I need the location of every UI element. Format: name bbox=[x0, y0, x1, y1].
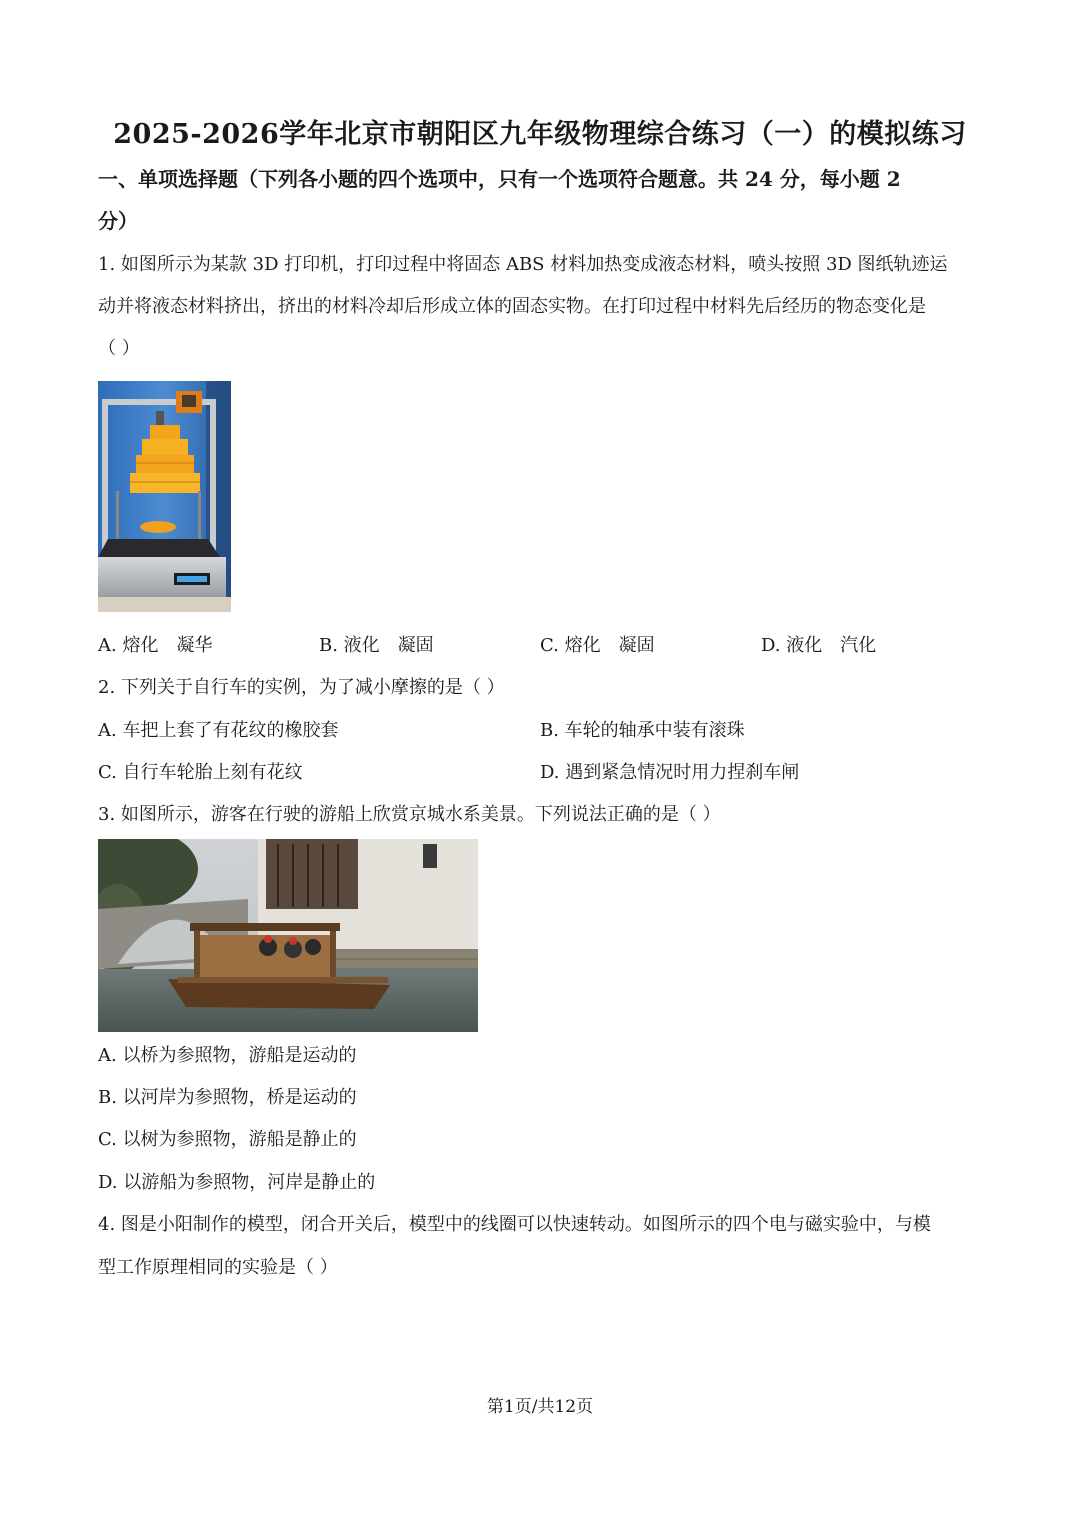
3d-printer-image bbox=[98, 381, 231, 612]
q2-option-d: D. 遇到紧急情况时用力捏刹车闸 bbox=[540, 762, 800, 783]
q1-option-a: A. 熔化 凝华 bbox=[98, 635, 213, 656]
page-title: 2025-2026学年北京市朝阳区九年级物理综合练习（一）的模拟练习 bbox=[113, 119, 967, 150]
q3-option-a: A. 以桥为参照物，游船是运动的 bbox=[98, 1045, 357, 1066]
q2-option-b: B. 车轮的轴承中装有滚珠 bbox=[540, 720, 745, 741]
q1-option-c: C. 熔化 凝固 bbox=[540, 635, 655, 656]
q1-stem-line2: 动并将液态材料挤出，挤出的材料冷却后形成立体的固态实物。在打印过程中材料先后经历的物态变化是 bbox=[98, 296, 926, 317]
canal-boat-image bbox=[98, 839, 478, 1032]
q3-stem: 3. 如图所示，游客在行驶的游船上欣赏京城水系美景。下列说法正确的是（ ） bbox=[98, 804, 721, 825]
q1-option-b: B. 液化 凝固 bbox=[319, 635, 434, 656]
q1-stem-line3: （ ） bbox=[98, 338, 140, 359]
q1-stem-line1: 1. 如图所示为某款 3D 打印机，打印过程中将固态 ABS 材料加热变成液态材料，喷头按照 3D 图纸轨迹运 bbox=[98, 254, 948, 275]
page-number-footer: 第1页/共12页 bbox=[486, 1397, 594, 1417]
q2-option-c: C. 自行车轮胎上刻有花纹 bbox=[98, 762, 303, 783]
q4-stem-line1: 4. 图是小阳制作的模型，闭合开关后，模型中的线圈可以快速转动。如图所示的四个电与磁实验中，与模 bbox=[98, 1214, 931, 1235]
section-heading-line2: 分） bbox=[98, 209, 138, 233]
q1-option-d: D. 液化 汽化 bbox=[761, 635, 877, 656]
q2-stem: 2. 下列关于自行车的实例，为了减小摩擦的是（ ） bbox=[98, 677, 505, 698]
section-heading-line1: 一、单项选择题（下列各小题的四个选项中，只有一个选项符合题意。共 24 分，每小题 2 bbox=[98, 167, 901, 191]
q3-option-d: D. 以游船为参照物，河岸是静止的 bbox=[98, 1172, 376, 1193]
q2-option-a: A. 车把上套了有花纹的橡胶套 bbox=[98, 720, 339, 741]
q3-option-b: B. 以河岸为参照物，桥是运动的 bbox=[98, 1087, 357, 1108]
q4-stem-line2: 型工作原理相同的实验是（ ） bbox=[98, 1257, 338, 1278]
q3-option-c: C. 以树为参照物，游船是静止的 bbox=[98, 1129, 357, 1150]
